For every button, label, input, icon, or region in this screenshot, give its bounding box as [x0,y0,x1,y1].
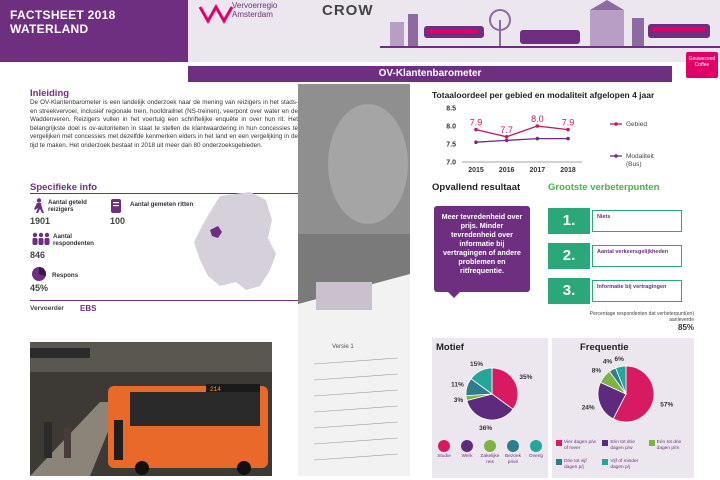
verbeterpunt-3 [548,278,684,304]
legend-swatch [530,440,542,452]
frequentie-legend [556,440,692,476]
respons-value: 45% [30,283,49,293]
motief-heading: Motief [436,342,464,353]
netherlands-map [190,190,278,294]
data-point [536,124,540,128]
title-line2: WATERLAND [10,22,89,36]
data-label: 8.0 [531,114,544,124]
y-tick-label: 7.0 [446,159,456,167]
legend-marker [614,122,618,126]
svg-text:Versie 1: Versie 1 [332,344,354,350]
crow-logo: CROW [322,2,374,19]
legend-swatch [556,440,562,446]
legend-label: Gebied [626,121,647,128]
data-label: 7.7 [500,124,513,135]
response-pie-icon [31,266,47,282]
respons-label: Respons [52,272,79,279]
verbeterpunten-percentage: 85% [678,323,695,332]
legend-swatch [484,440,496,452]
section-title-bar: OV-Klantenbarometer [188,66,672,82]
frequentie-pie-chart [552,352,694,434]
pie-label: 6% [614,356,624,364]
pie-label: 8% [591,367,602,375]
pie-label: 35% [519,374,533,382]
ritten-value: 100 [110,216,126,226]
legend-item [457,440,477,476]
legend-label: Zakelijke reis [480,454,500,465]
trend-line-chart [432,102,694,182]
legend-item [649,440,692,457]
reizigers-label: Aantal geteld reizigers [48,199,87,213]
reizigers-value: 1901 [30,216,51,226]
data-point [536,137,540,141]
vervoerder-value: EBS [80,304,97,313]
respondenten-value: 846 [30,250,46,260]
legend-label: Drie tot vijf dagen p/j [564,459,587,470]
bus-station-photo [30,342,272,476]
legend-label: Vier dagen p/w of meer [564,440,596,451]
legend-swatch [461,440,473,452]
y-tick-label: 8.0 [446,123,456,131]
pie-label: 36% [479,424,493,432]
survey-form-photo [298,84,410,476]
ritten-label: Aantal gemeten ritten [130,201,194,208]
legend-label: Overig [528,454,544,459]
skyline-illustration [380,0,720,50]
legend-label: (Bus) [626,161,642,168]
legend-item [556,440,599,457]
legend-item [602,459,645,476]
opvallend-heading: Opvallend resultaat [432,182,521,193]
factsheet-title [10,8,116,36]
verbeterpunt-number: 3. [548,278,590,304]
verbeterpunt-number: 1. [548,208,590,234]
verbeterpunten-note: Percentage respondenten dat verbeterpunt(en) aanleverde [589,311,694,323]
x-tick-label: 2015 [468,167,484,174]
verbeterpunt-1 [548,208,684,234]
series-line-2 [476,139,568,143]
speech-bubble-tail [446,290,462,298]
motief-legend [434,440,546,476]
data-label: 7.9 [469,117,483,128]
legend-swatch [438,440,450,452]
inleiding-text: De OV-Klantenbarometer is een landelijk onderzoek naar de mening van reizigers in het stads- en streekvervoer, inclusief regionale trein, hoofdrailnet (NS-treinen), veerpont over water en de Waddenveren. Reizigers vullen in het voertuig een schriftelijke enquête in over hun rit. Het belangrijkste doel is ov-autoriteiten in staat te stellen de klantwaardering in hun concessies te vergelijken met concessies met dezelfde kenmerken elders in het land en een vergelijking in de tijd te maken. Het onderzoek bestaat in 2018 uit meer dan 80 onderzoeksgebieden. [30,99,298,149]
legend-swatch [602,459,608,465]
legend-label: Bezoek privé [505,454,521,465]
group-people-icon [31,232,51,246]
data-point [566,137,570,141]
legend-label: Vijf of minder dagen p/j [610,459,639,470]
legend-swatch [556,459,562,465]
verbeterpunt-label: Informatie bij vertragingen [592,280,682,302]
ticket-icon [110,198,122,214]
pie-label: 24% [581,404,595,412]
legend-marker [614,154,618,158]
gouwezeed-badge: Gouwezeed Coffee [686,52,718,78]
verbeterpunt-label: Niets [592,210,682,232]
x-tick-label: 2017 [529,167,546,174]
inleiding-heading: Inleiding [30,88,70,99]
verbeterpunt-2 [548,243,684,269]
data-point [505,139,509,143]
y-tick-label: 8.5 [446,105,456,113]
legend-label: Werk [461,454,473,459]
svg-text:214: 214 [210,386,221,393]
data-point [474,128,478,132]
legend-item [434,440,454,476]
legend-label: Eén tot drie dagen p/m [656,440,682,451]
trend-chart-heading: Totaaloordeel per gebied en modaliteit afgelopen 4 jaar [432,90,655,100]
vervoerregio-logo-text: Vervoerregio Amsterdam [232,1,278,19]
y-tick-label: 7.5 [446,141,456,149]
legend-item [526,440,546,476]
data-point [566,128,570,132]
data-point [474,140,478,144]
legend-label: Studie [437,454,451,459]
legend-swatch [649,440,655,446]
x-tick-label: 2016 [498,167,515,174]
legend-swatch [507,440,519,452]
pie-label: 3% [453,396,464,404]
specifieke-info-heading: Specifieke info [30,182,98,193]
verbeterpunt-number: 2. [548,243,590,269]
frequentie-heading: Frequentie [580,342,629,353]
legend-item [602,440,645,457]
pie-label: 4% [602,358,613,366]
legend-item [503,440,523,476]
pie-label: 11% [451,381,464,389]
legend-label: Eén tot drie dagen p/w [610,440,635,451]
opvallend-resultaat-box: Meer tevredenheid over prijs. Minder tevredenheid over informatie bij vertragingen of andere problemen en ritfrequentie. [434,206,530,292]
walking-person-icon [32,198,46,214]
legend-item [556,459,599,476]
respondenten-label: Aantal respondenten [53,233,94,247]
x-tick-label: 2018 [560,167,576,174]
title-line1: FACTSHEET 2018 [10,8,116,22]
legend-swatch [602,440,608,446]
series-line-1 [476,126,568,137]
divider [30,300,298,301]
pie-label: 15% [470,361,484,369]
data-point [505,135,509,139]
verbeterpunt-label: Aantal verkeersgelijkheden [592,245,682,267]
legend-label: Modaliteit [626,153,654,160]
legend-item [480,440,500,476]
pie-label: 57% [660,401,674,409]
motief-pie-chart [432,352,548,434]
data-label: 7.9 [561,117,575,128]
vervoerder-label: Vervoerder [30,305,64,312]
verbeterpunten-heading: Grootste verbeterpunten [548,182,660,193]
